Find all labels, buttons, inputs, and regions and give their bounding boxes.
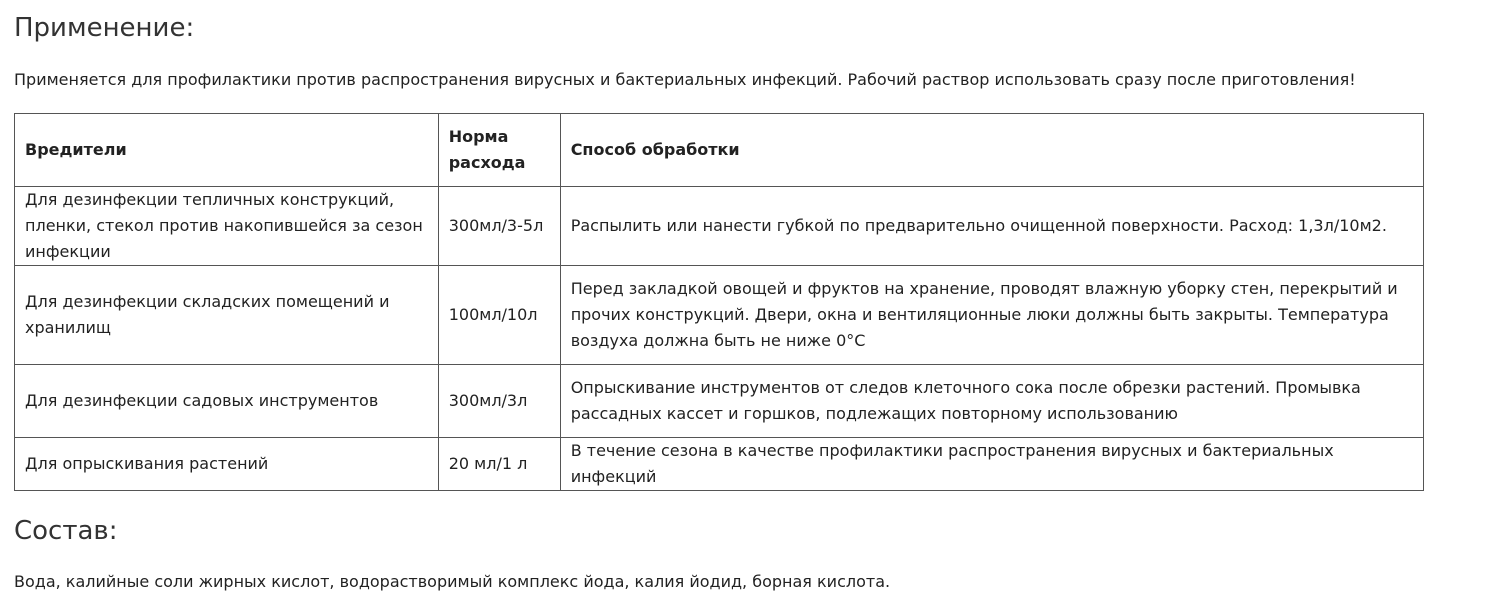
cell-method: Перед закладкой овощей и фруктов на хранение, проводят влажную уборку стен, перекрытий и прочих конструкций. Двери, окна и вентиляционные люки должны быть закрыты. Температура воздуха должна быть не ниже 0°С — [560, 266, 1423, 365]
cell-rate: 20 мл/1 л — [438, 438, 560, 491]
cell-rate: 300мл/3л — [438, 365, 560, 438]
cell-target: Для дезинфекции садовых инструментов — [15, 365, 439, 438]
header-rate: Норма расхода — [438, 114, 560, 187]
cell-method: В течение сезона в качестве профилактики распространения вирусных и бактериальных инфекций — [560, 438, 1423, 491]
cell-target: Для дезинфекции складских помещений и хранилищ — [15, 266, 439, 365]
table-row — [15, 365, 1424, 438]
treatment-table — [14, 113, 1424, 491]
composition-description: Вода, калийные соли жирных кислот, водорастворимый комплекс йода, калия йодид, борная кислота. — [14, 572, 891, 591]
table-row — [15, 266, 1424, 365]
table-row — [15, 187, 1424, 266]
table-row — [15, 438, 1424, 491]
usage-description: Применяется для профилактики против распространения вирусных и бактериальных инфекций. Рабочий раствор использовать сразу после приготовления! — [14, 70, 1356, 89]
cell-target: Для опрыскивания растений — [15, 438, 439, 491]
cell-method: Опрыскивание инструментов от следов клеточного сока после обрезки растений. Промывка рассадных кассет и горшков, подлежащих повторному использованию — [560, 365, 1423, 438]
cell-method: Распылить или нанести губкой по предварительно очищенной поверхности. Расход: 1,3л/10м2. — [560, 187, 1423, 266]
header-pests: Вредители — [15, 114, 439, 187]
table-header-row — [15, 114, 1424, 187]
cell-rate: 300мл/3-5л — [438, 187, 560, 266]
usage-heading: Применение: — [14, 13, 195, 43]
composition-heading: Состав: — [14, 516, 118, 546]
header-method: Способ обработки — [560, 114, 1423, 187]
cell-rate: 100мл/10л — [438, 266, 560, 365]
cell-target: Для дезинфекции тепличных конструкций, пленки, стекол против накопившейся за сезон инфекции — [15, 187, 439, 266]
